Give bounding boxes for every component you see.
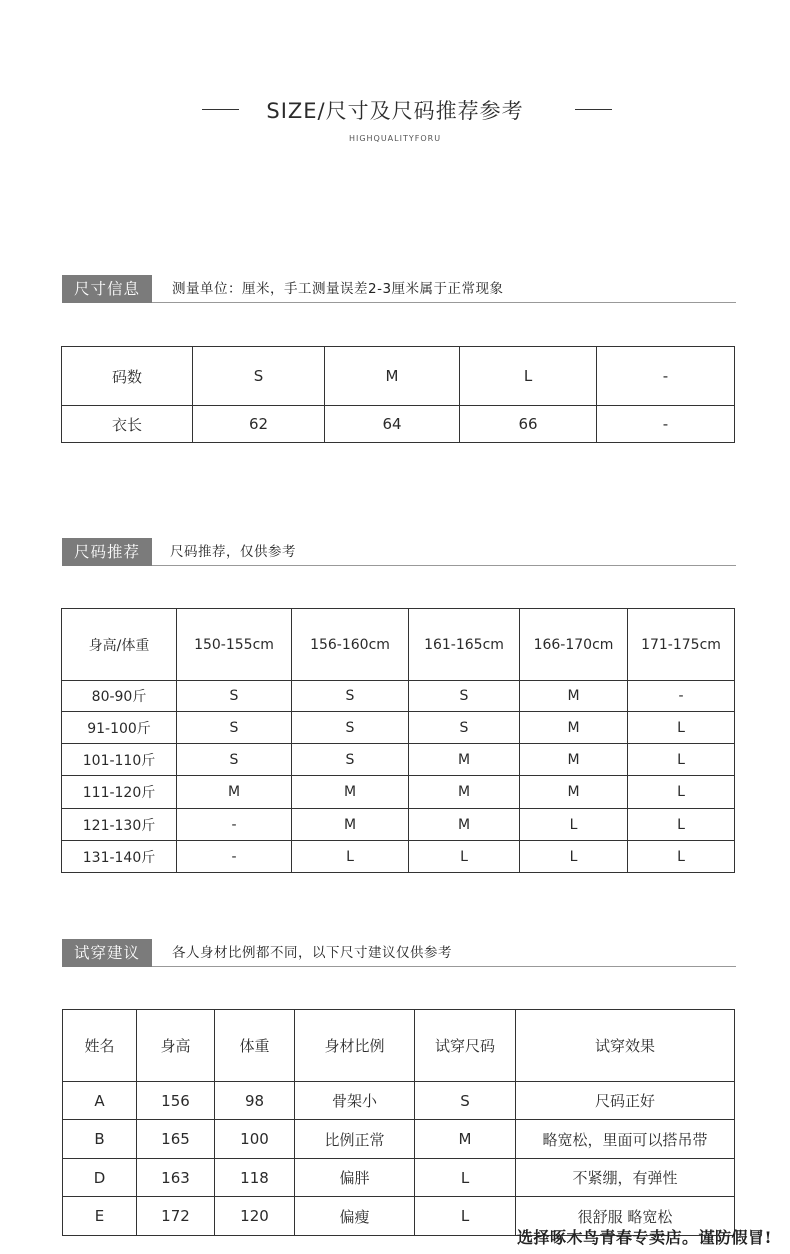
table-cell: D (63, 1159, 137, 1197)
table-cell: 121-130斤 (62, 809, 177, 841)
table-cell: S (292, 712, 409, 744)
table-cell: S (177, 744, 292, 776)
section-divider (152, 302, 736, 303)
table-cell: 98 (215, 1082, 295, 1120)
table-header-cell: 试穿尺码 (415, 1010, 516, 1082)
table-row (63, 1159, 735, 1197)
table-cell: 比例正常 (295, 1120, 415, 1159)
table-header-cell: 171-175cm (628, 609, 735, 681)
section-divider (152, 565, 736, 566)
table-cell: A (63, 1082, 137, 1120)
table-cell: - (177, 809, 292, 841)
table-cell: 120 (215, 1197, 295, 1236)
table-cell: M (409, 776, 520, 809)
table-row (62, 347, 735, 406)
table-cell: S (415, 1082, 516, 1120)
table-cell: M (292, 809, 409, 841)
table-cell: L (460, 347, 597, 406)
table-cell: S (177, 712, 292, 744)
table-row (62, 809, 735, 841)
try-on-table (62, 1009, 735, 1236)
table-header-cell: 姓名 (63, 1010, 137, 1082)
table-cell: S (177, 681, 292, 712)
table-cell: S (193, 347, 325, 406)
table-cell: E (63, 1197, 137, 1236)
table-cell: S (409, 712, 520, 744)
table-cell: 略宽松，里面可以搭吊带 (516, 1120, 735, 1159)
table-row (62, 681, 735, 712)
section-divider (152, 966, 736, 967)
table-cell: L (628, 841, 735, 873)
table-cell: 91-100斤 (62, 712, 177, 744)
table-header-row (63, 1010, 735, 1082)
table-cell: M (409, 809, 520, 841)
table-cell: 尺码正好 (516, 1082, 735, 1120)
table-cell: L (628, 776, 735, 809)
table-row (62, 776, 735, 809)
table-row (62, 406, 735, 443)
table-cell: L (520, 841, 628, 873)
table-cell: M (415, 1120, 516, 1159)
section-try-on (62, 939, 736, 967)
table-header-cell: 150-155cm (177, 609, 292, 681)
table-cell: M (520, 744, 628, 776)
table-cell: M (520, 712, 628, 744)
table-cell: 66 (460, 406, 597, 443)
table-cell: 偏瘦 (295, 1197, 415, 1236)
table-cell: 165 (137, 1120, 215, 1159)
table-cell: L (628, 809, 735, 841)
table-row (63, 1120, 735, 1159)
table-cell: L (520, 809, 628, 841)
table-cell: 80-90斤 (62, 681, 177, 712)
table-cell: - (597, 347, 735, 406)
table-cell: B (63, 1120, 137, 1159)
table-header-cell: 试穿效果 (516, 1010, 735, 1082)
table-cell: 偏胖 (295, 1159, 415, 1197)
table-cell: - (177, 841, 292, 873)
table-cell: M (292, 776, 409, 809)
table-cell: L (628, 712, 735, 744)
table-header-cell: 身材比例 (295, 1010, 415, 1082)
table-cell: M (520, 681, 628, 712)
table-cell: 很舒服 略宽松 (516, 1197, 735, 1236)
table-cell: S (409, 681, 520, 712)
table-header-cell: 身高/体重 (62, 609, 177, 681)
section-badge: 试穿建议 (62, 939, 152, 967)
table-cell: L (415, 1197, 516, 1236)
table-cell: 码数 (62, 347, 193, 406)
table-cell: 156 (137, 1082, 215, 1120)
table-cell: S (292, 681, 409, 712)
table-cell: 172 (137, 1197, 215, 1236)
table-cell: 111-120斤 (62, 776, 177, 809)
table-cell: 不紧绷，有弹性 (516, 1159, 735, 1197)
table-cell: 骨架小 (295, 1082, 415, 1120)
table-cell: - (597, 406, 735, 443)
table-cell: M (520, 776, 628, 809)
table-cell: - (628, 681, 735, 712)
table-cell: 118 (215, 1159, 295, 1197)
section-description: 尺码推荐，仅供参考 (170, 544, 296, 560)
table-cell: 131-140斤 (62, 841, 177, 873)
section-description: 测量单位：厘米，手工测量误差2-3厘米属于正常现象 (172, 281, 504, 297)
table-row (63, 1082, 735, 1120)
table-row (62, 841, 735, 873)
table-row (62, 744, 735, 776)
table-cell: L (409, 841, 520, 873)
section-size-recommend (62, 538, 736, 566)
table-cell: 100 (215, 1120, 295, 1159)
table-cell: L (415, 1159, 516, 1197)
table-cell: M (177, 776, 292, 809)
table-header-cell: 身高 (137, 1010, 215, 1082)
section-badge: 尺码推荐 (62, 538, 152, 566)
table-cell: 62 (193, 406, 325, 443)
table-cell: S (292, 744, 409, 776)
table-cell: 衣长 (62, 406, 193, 443)
table-cell: 163 (137, 1159, 215, 1197)
title-rule-right (575, 109, 612, 110)
table-header-row (62, 609, 735, 681)
table-cell: M (325, 347, 460, 406)
table-header-cell: 156-160cm (292, 609, 409, 681)
table-cell: L (628, 744, 735, 776)
size-recommend-table (61, 608, 735, 873)
section-description: 各人身材比例都不同，以下尺寸建议仅供参考 (172, 945, 452, 961)
store-watermark: 选择啄木鸟青春专卖店。谨防假冒! (516, 1228, 772, 1247)
page-subtitle: HIGHQUALITYFORU (348, 134, 442, 143)
page-title: SIZE/尺寸及尺码推荐参考 (266, 99, 524, 123)
section-size-info (62, 275, 736, 303)
table-row (62, 712, 735, 744)
table-header-cell: 166-170cm (520, 609, 628, 681)
section-badge: 尺寸信息 (62, 275, 152, 303)
table-header-cell: 体重 (215, 1010, 295, 1082)
table-cell: M (409, 744, 520, 776)
size-info-table (61, 346, 735, 443)
table-header-cell: 161-165cm (409, 609, 520, 681)
table-cell: 64 (325, 406, 460, 443)
table-cell: L (292, 841, 409, 873)
table-cell: 101-110斤 (62, 744, 177, 776)
